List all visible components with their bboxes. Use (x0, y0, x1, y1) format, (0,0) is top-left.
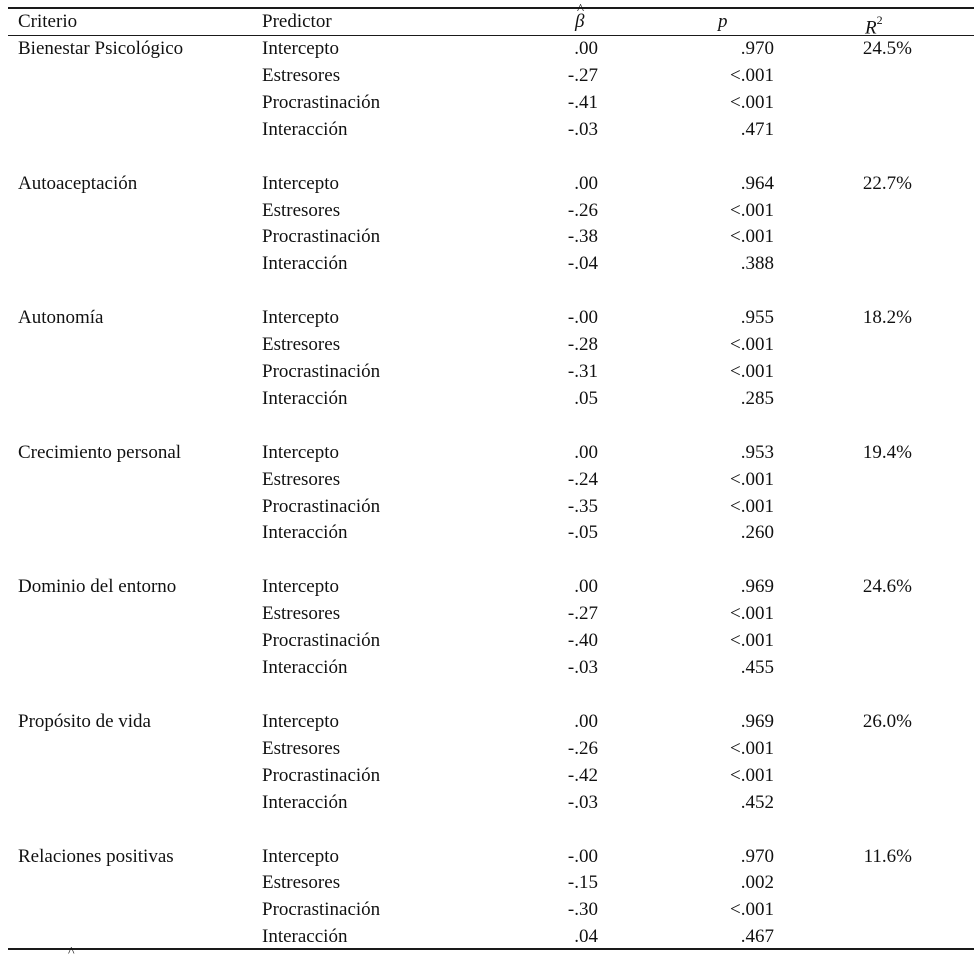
predictor-label: Procrastinación (262, 899, 381, 920)
beta-value: -.24 (567, 469, 598, 490)
header-rule (8, 35, 974, 36)
beta-value: -.03 (567, 119, 598, 140)
beta-value: .00 (574, 576, 598, 597)
predictor-label: Intercepto (262, 711, 340, 732)
predictor-label: Estresores (262, 200, 341, 221)
beta-value: .00 (574, 173, 598, 194)
beta-value: -.04 (567, 253, 598, 274)
p-value: <.001 (730, 603, 774, 624)
p-value: .260 (740, 522, 774, 543)
beta-value: -.03 (567, 792, 598, 813)
beta-value: .00 (574, 442, 598, 463)
footnote-fragment: ^ (68, 945, 75, 960)
beta-value: .00 (574, 38, 598, 59)
predictor-label: Intercepto (262, 38, 340, 59)
predictor-label: Procrastinación (262, 226, 381, 247)
beta-value: -.26 (567, 738, 598, 759)
beta-value: -.35 (567, 496, 598, 517)
p-value: <.001 (730, 899, 774, 920)
beta-value: -.28 (567, 334, 598, 355)
bottom-rule (8, 948, 974, 950)
header-beta (575, 11, 584, 33)
beta-value: -.26 (567, 200, 598, 221)
predictor-label: Interacción (262, 119, 348, 140)
criterio-label: Dominio del entorno (18, 576, 177, 597)
criterio-label: Relaciones positivas (18, 846, 174, 867)
p-value: <.001 (730, 226, 774, 247)
beta-value: .00 (574, 711, 598, 732)
p-value: .388 (740, 253, 774, 274)
criterio-label: Autoaceptación (18, 173, 138, 194)
predictor-label: Estresores (262, 65, 341, 86)
criterio-label: Crecimiento personal (18, 442, 182, 463)
beta-value: -.41 (567, 92, 598, 113)
beta-value: .05 (574, 388, 598, 409)
predictor-label: Procrastinación (262, 92, 381, 113)
p-value: .969 (740, 576, 774, 597)
p-value: .970 (740, 846, 774, 867)
predictor-label: Procrastinación (262, 496, 381, 517)
header-criterio: Criterio (18, 11, 78, 32)
p-value: .455 (740, 657, 774, 678)
p-value: .964 (740, 173, 774, 194)
predictor-label: Interacción (262, 253, 348, 274)
p-value: .002 (740, 872, 774, 893)
predictor-label: Interacción (262, 926, 348, 947)
predictor-label: Estresores (262, 738, 341, 759)
beta-value: -.27 (567, 65, 598, 86)
header-beta-symbol: ^ β (575, 11, 584, 33)
p-value: <.001 (730, 469, 774, 490)
p-value: .970 (740, 38, 774, 59)
p-value: <.001 (730, 765, 774, 786)
header-p: p (718, 11, 728, 32)
predictor-label: Interacción (262, 522, 348, 543)
p-value: <.001 (730, 92, 774, 113)
header-r2-base: R (865, 17, 877, 39)
r2-value: 11.6% (863, 846, 912, 867)
r2-value: 24.5% (862, 38, 912, 59)
beta-value: -.05 (567, 522, 598, 543)
predictor-label: Intercepto (262, 846, 340, 867)
r2-value: 22.7% (862, 173, 912, 194)
header-predictor: Predictor (262, 11, 332, 32)
p-value: .452 (740, 792, 774, 813)
beta-value: -.30 (567, 899, 598, 920)
p-value: <.001 (730, 361, 774, 382)
r2-value: 26.0% (862, 711, 912, 732)
predictor-label: Procrastinación (262, 361, 381, 382)
r2-value: 19.4% (862, 442, 912, 463)
predictor-label: Estresores (262, 603, 341, 624)
predictor-label: Interacción (262, 792, 348, 813)
p-value: .285 (740, 388, 774, 409)
p-value: <.001 (730, 630, 774, 651)
predictor-label: Interacción (262, 657, 348, 678)
predictor-label: Intercepto (262, 442, 340, 463)
beta-value: -.03 (567, 657, 598, 678)
predictor-label: Procrastinación (262, 765, 381, 786)
r2-value: 24.6% (862, 576, 912, 597)
predictor-label: Estresores (262, 872, 341, 893)
p-value: <.001 (730, 200, 774, 221)
beta-value: -.27 (567, 603, 598, 624)
criterio-label: Propósito de vida (18, 711, 151, 732)
predictor-label: Estresores (262, 469, 341, 490)
predictor-label: Intercepto (262, 173, 340, 194)
beta-value: -.42 (567, 765, 598, 786)
criterio-label: Bienestar Psicológico (18, 38, 184, 59)
beta-value: -.15 (567, 872, 598, 893)
beta-value: -.40 (567, 630, 598, 651)
beta-value: -.00 (567, 846, 598, 867)
predictor-label: Estresores (262, 334, 341, 355)
p-value: .467 (740, 926, 774, 947)
criterio-label: Autonomía (18, 307, 104, 328)
top-rule (8, 7, 974, 9)
beta-value: -.38 (567, 226, 598, 247)
predictor-label: Intercepto (262, 576, 340, 597)
predictor-label: Procrastinación (262, 630, 381, 651)
p-value: <.001 (730, 334, 774, 355)
p-value: <.001 (730, 496, 774, 517)
p-value: <.001 (730, 65, 774, 86)
p-value: .953 (740, 442, 774, 463)
r2-value: 18.2% (862, 307, 912, 328)
beta-value: -.00 (567, 307, 598, 328)
predictor-label: Interacción (262, 388, 348, 409)
header-r2-sup: 2 (876, 13, 883, 27)
p-value: .471 (740, 119, 774, 140)
p-value: .969 (740, 711, 774, 732)
p-value: .955 (740, 307, 774, 328)
beta-value: .04 (574, 926, 598, 947)
beta-value: -.31 (567, 361, 598, 382)
predictor-label: Intercepto (262, 307, 340, 328)
p-value: <.001 (730, 738, 774, 759)
